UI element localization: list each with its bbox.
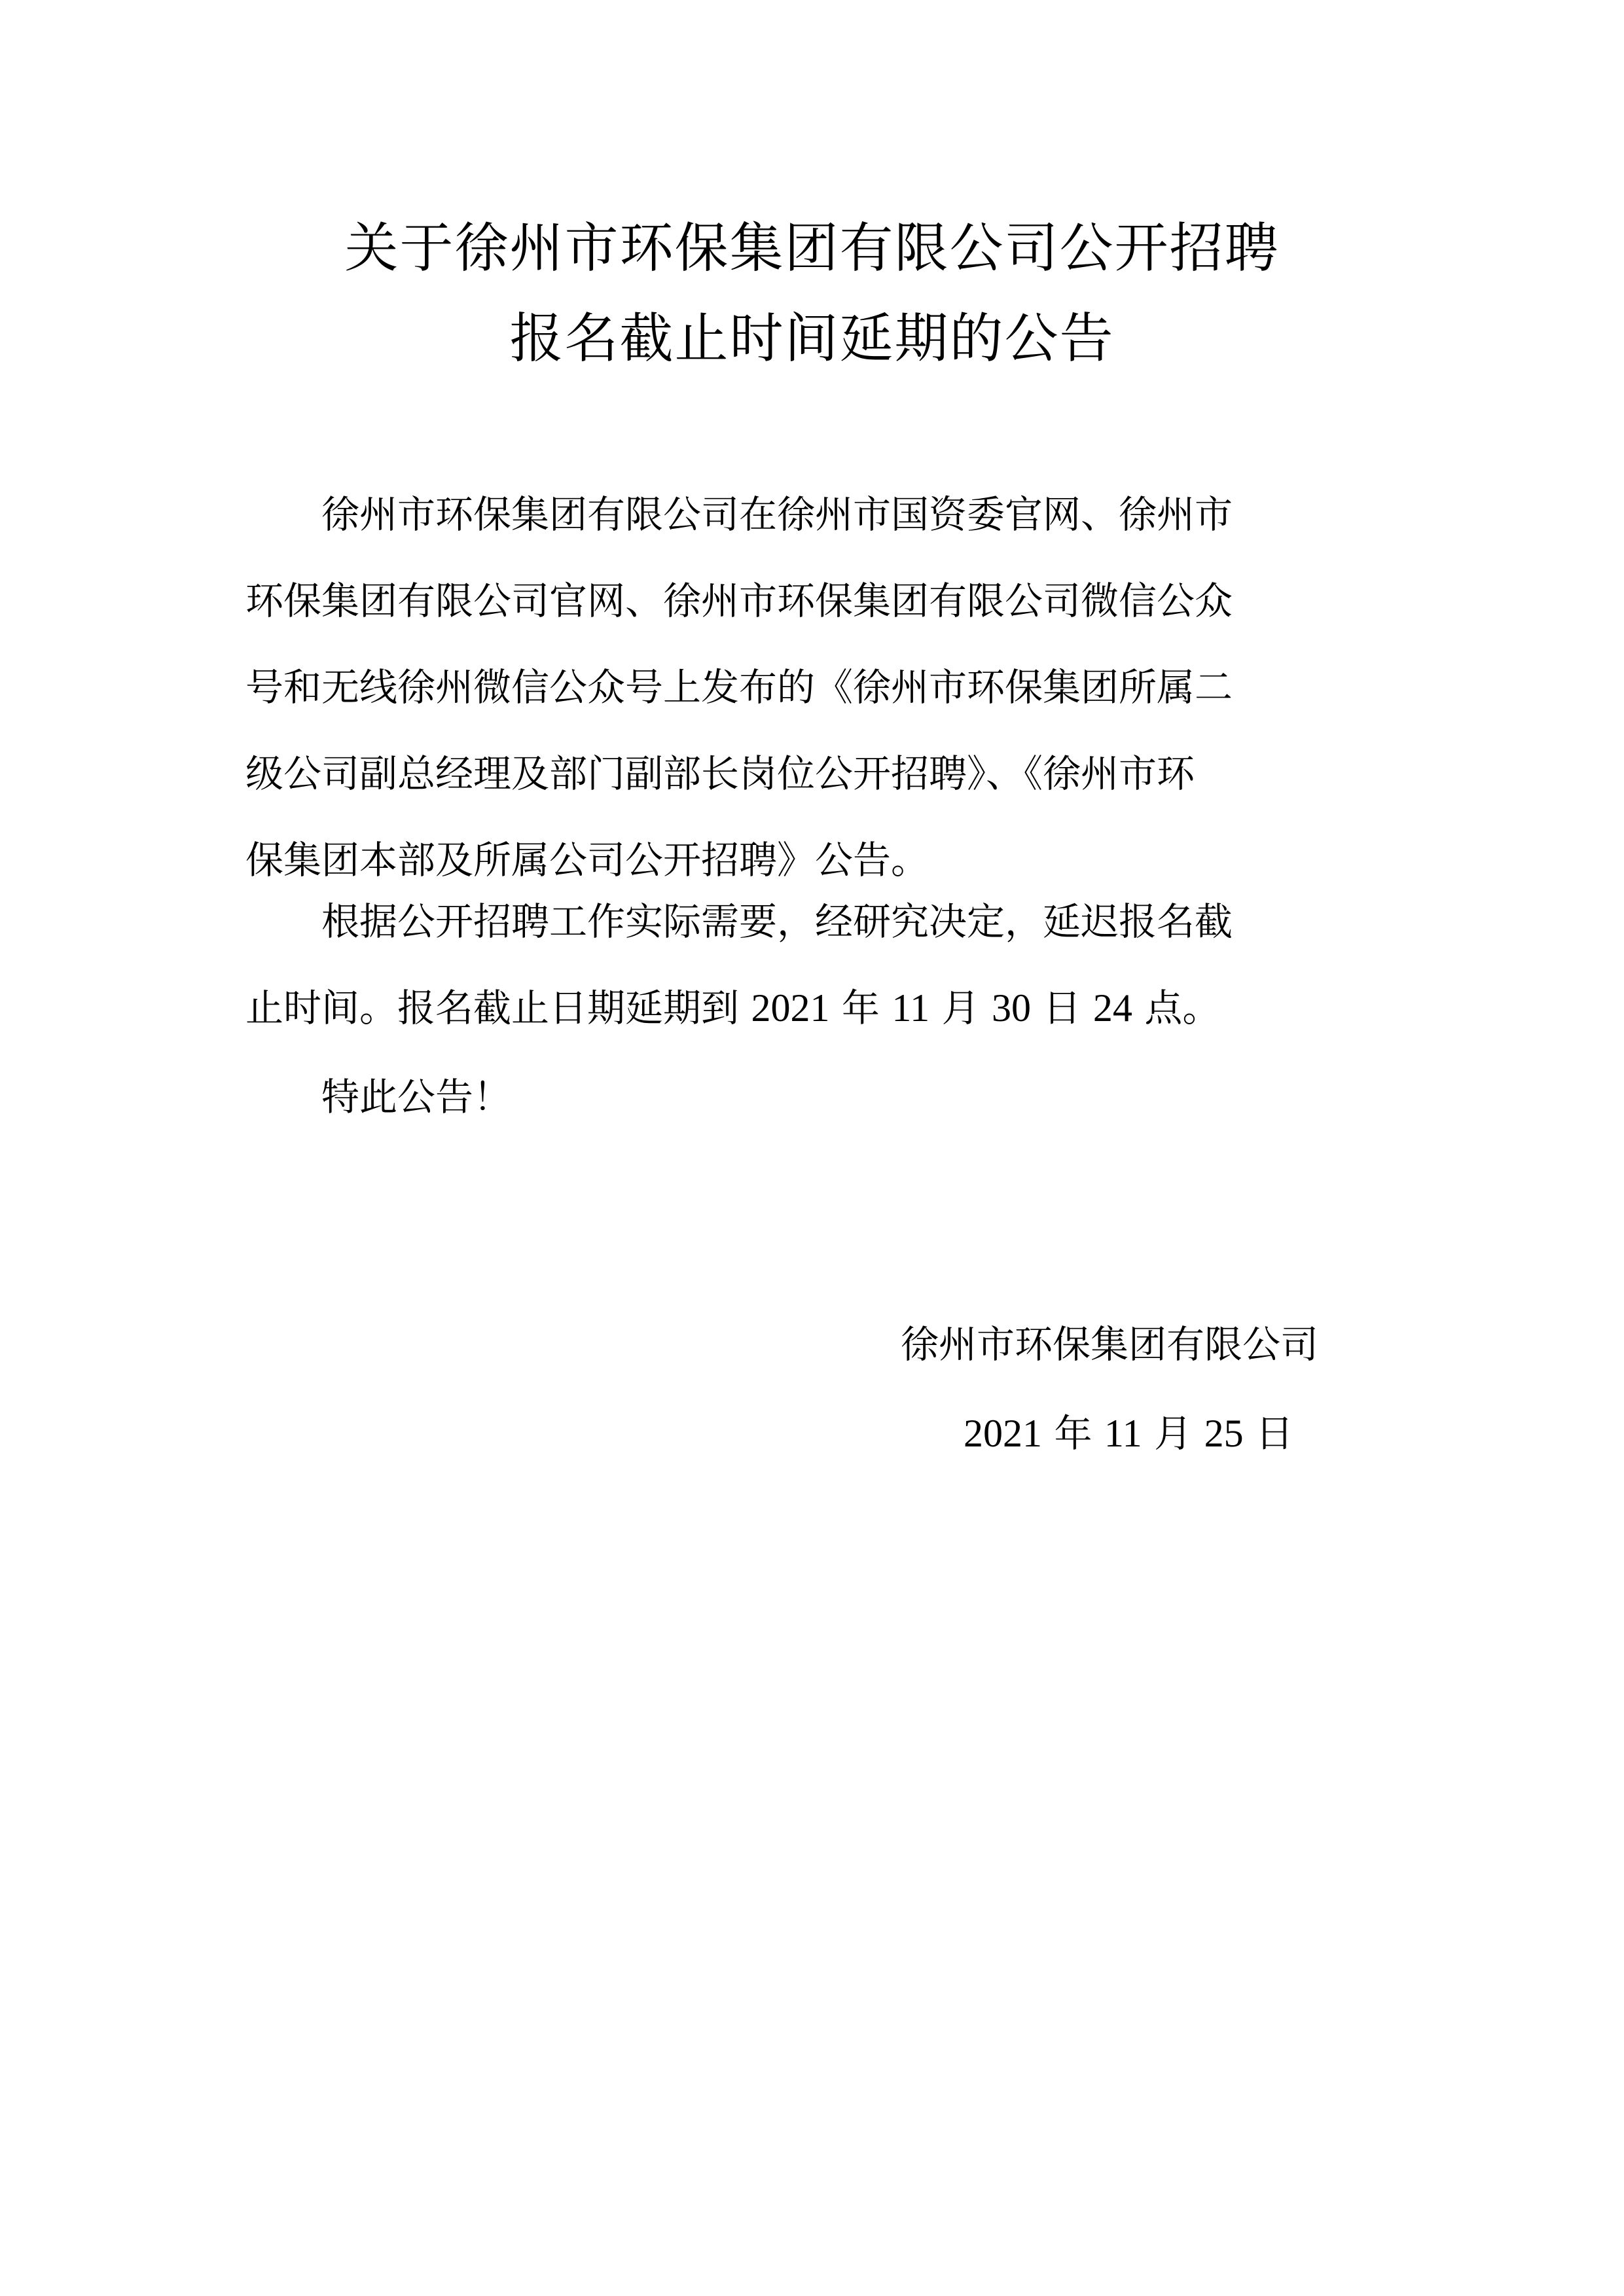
paragraph-line: 徐州市环保集团有限公司在徐州市国资委官网、徐州市 [245, 492, 1233, 537]
paragraph-line: 级公司副总经理及部门副部长岗位公开招聘》、《徐州市环 [245, 751, 1195, 796]
deadline-day: 30 [992, 986, 1032, 1030]
signature-date-day-unit: 日 [1255, 1411, 1294, 1456]
deadline-line [245, 965, 1384, 1051]
signature-date-year: 2021 [964, 1412, 1042, 1455]
paragraph-line: 环保集团有限公司官网、徐州市环保集团有限公司微信公众 [245, 579, 1233, 623]
paragraph-line: 号和无线徐州微信公众号上发布的《徐州市环保集团所属二 [245, 665, 1233, 709]
deadline-hour: 24 [1092, 986, 1132, 1030]
paragraph-line: 根据公开招聘工作实际需要，经研究决定，延迟报名截 [245, 899, 1233, 944]
paragraph-closing [245, 1054, 1384, 1140]
signature-date-day: 25 [1204, 1412, 1244, 1455]
deadline-year-unit: 年 [841, 986, 880, 1030]
signature-date-month: 11 [1104, 1412, 1142, 1455]
signature-date [964, 1390, 1293, 1477]
paragraph-deadline-extension [245, 878, 1384, 1051]
document-title-line-1: 关于徐州市环保集团有限公司公开招聘 [344, 217, 1280, 279]
deadline-day-unit: 日 [1043, 986, 1081, 1030]
paragraph-line: 保集团本部及所属公司公开招聘》公告。 [245, 838, 929, 882]
deadline-hour-unit: 点。 [1144, 986, 1221, 1030]
signature-date-month-unit: 月 [1154, 1411, 1193, 1456]
signature-date-year-unit: 年 [1054, 1411, 1092, 1456]
document-title-line-2: 报名截止时间延期的公告 [509, 308, 1115, 370]
signature-organization: 徐州市环保集团有限公司 [901, 1322, 1319, 1367]
deadline-month: 11 [892, 986, 930, 1030]
paragraph-announcement-sources [245, 471, 1384, 903]
paragraph-line: 特此公告！ [245, 1075, 512, 1119]
deadline-year: 2021 [751, 986, 830, 1030]
deadline-prefix: 止时间。报名截止日期延期到 [245, 986, 740, 1030]
deadline-month-unit: 月 [941, 986, 980, 1030]
